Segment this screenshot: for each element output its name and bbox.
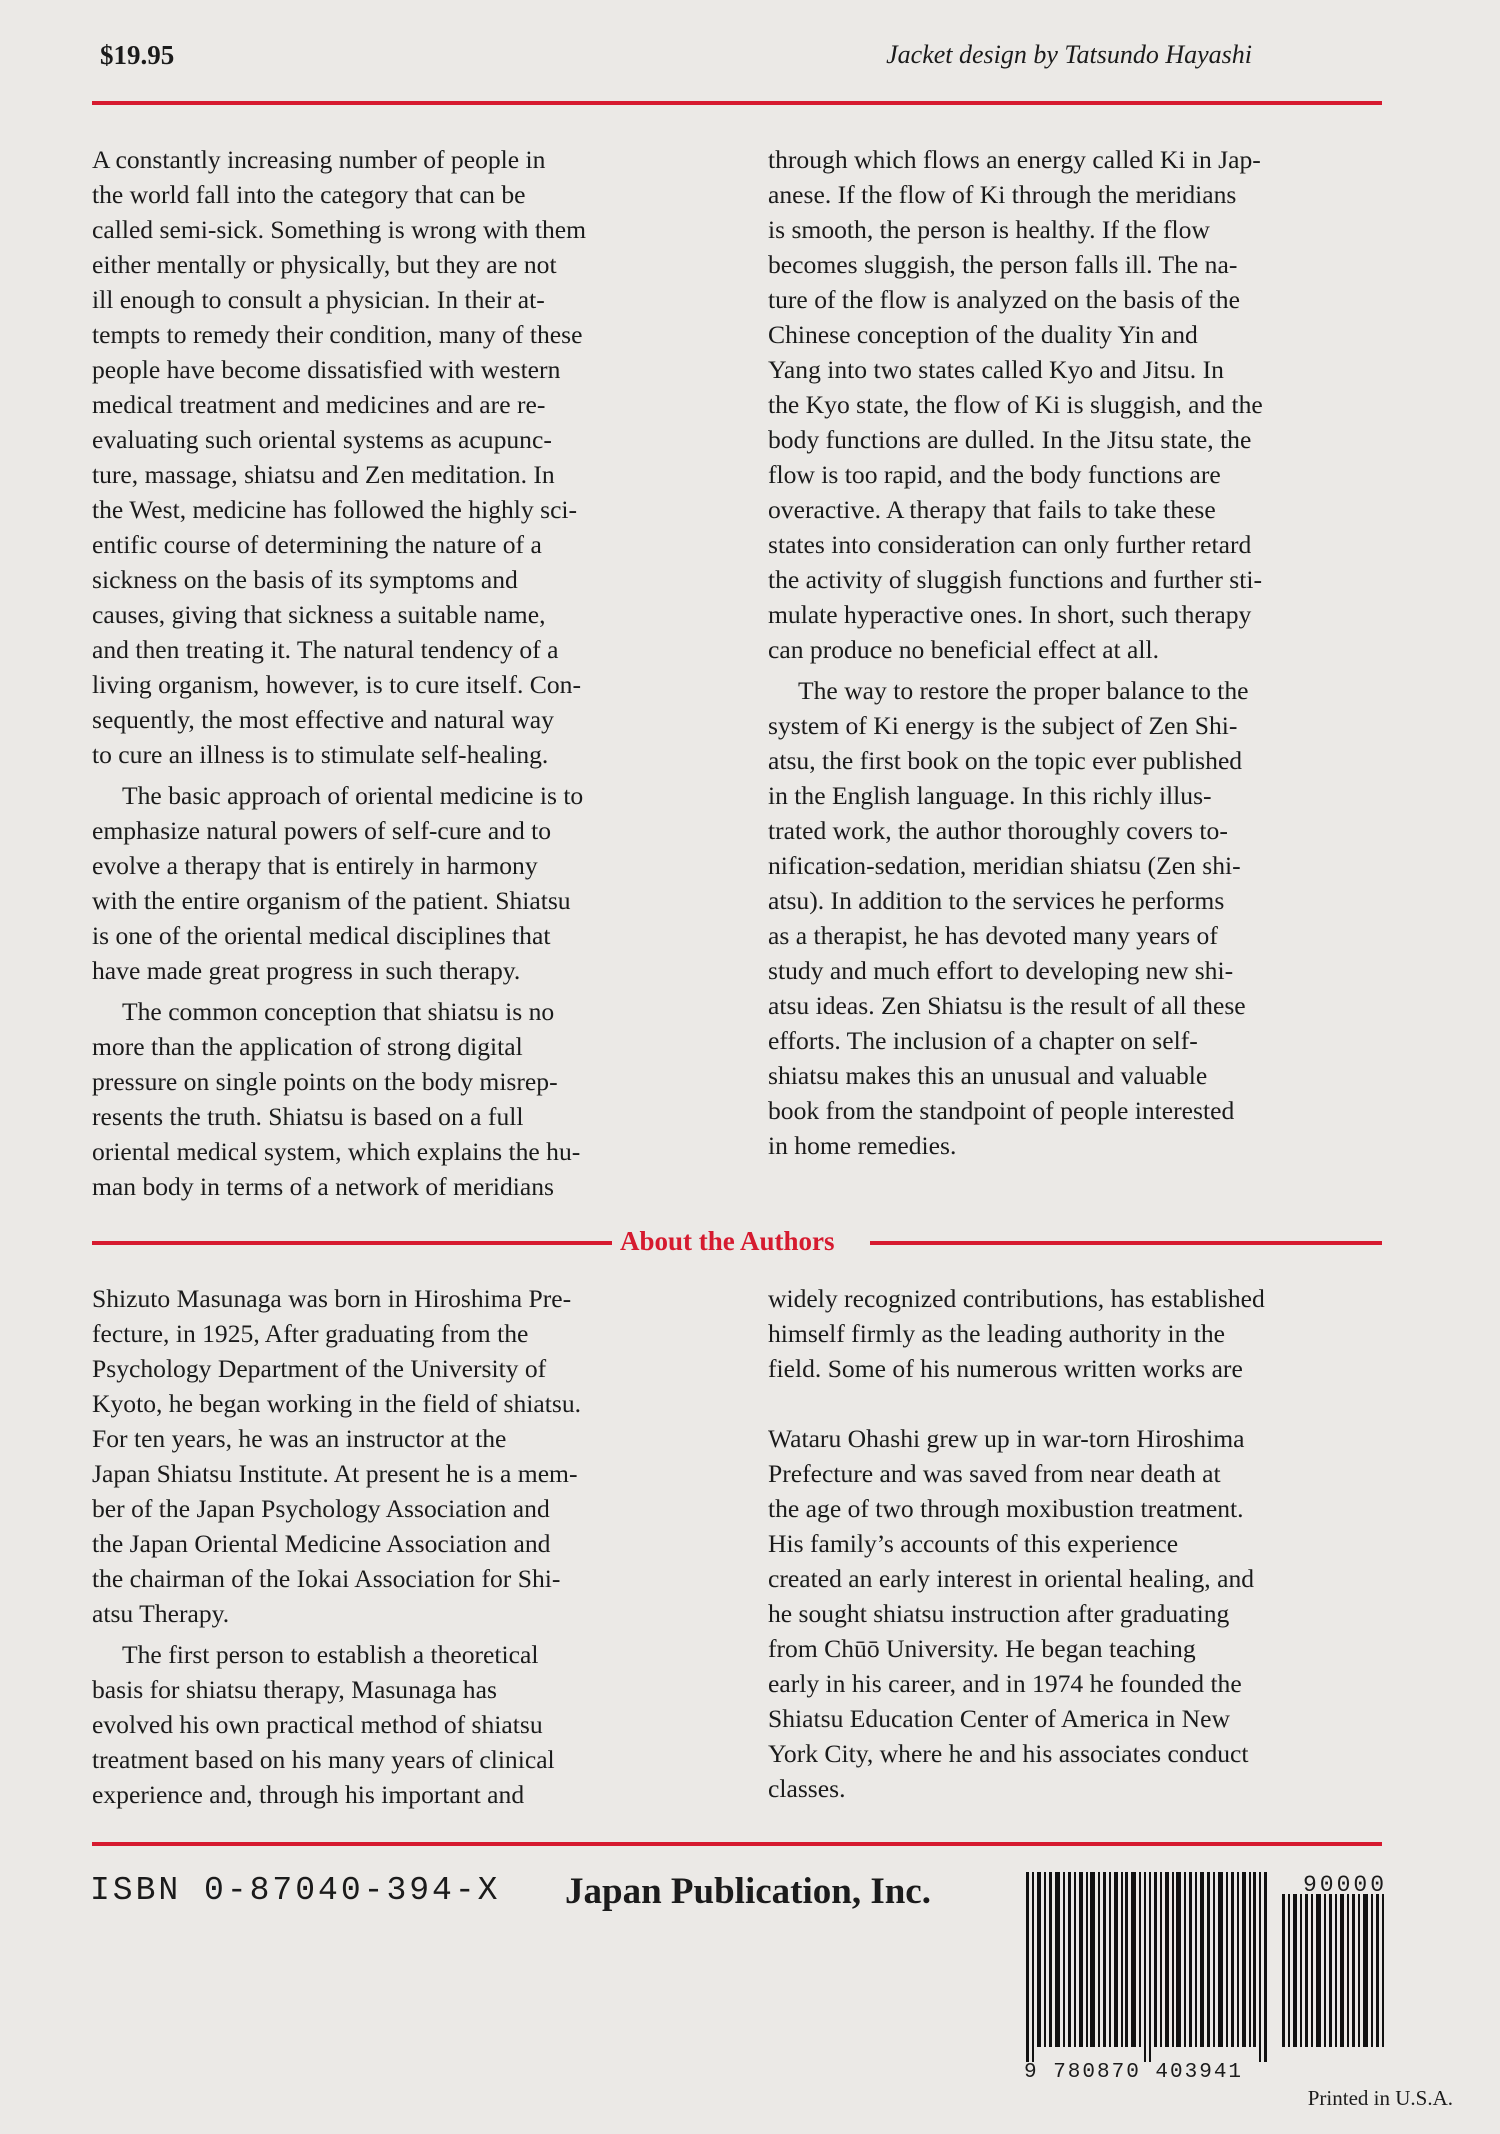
text-line: The basic approach of oriental medicine is to (122, 781, 584, 810)
text-line: early in his career, and in 1974 he founded the (768, 1669, 1242, 1698)
description-right-column (768, 142, 1388, 1163)
text-line: ture, massage, shiatsu and Zen meditation. In (92, 460, 555, 489)
text-line: overactive. A therapy that fails to take these (768, 495, 1216, 524)
text-line: in home remedies. (768, 1131, 957, 1160)
text-line: more than the application of strong digital (92, 1032, 523, 1061)
text-line: and then treating it. The natural tendency of a (92, 635, 559, 664)
isbn-label: ISBN 0-87040-394-X (90, 1872, 501, 1909)
text-line: York City, where he and his associates conduct (768, 1739, 1249, 1768)
description-paragraph-4 (768, 142, 1388, 667)
text-line: atsu). In addition to the services he performs (768, 886, 1225, 915)
text-line: body functions are dulled. In the Jitsu state, the (768, 425, 1252, 454)
text-line: A constantly increasing number of people in (92, 145, 546, 174)
text-line: ill enough to consult a physician. In their at- (92, 285, 545, 314)
text-line: efforts. The inclusion of a chapter on self- (768, 1026, 1198, 1055)
barcode-block (1024, 1872, 1387, 2084)
text-line: causes, giving that sickness a suitable name, (92, 600, 546, 629)
text-line: The way to restore the proper balance to the (798, 676, 1249, 705)
text-line: as a therapist, he has devoted many years of (768, 921, 1218, 950)
barcode-number: 9 780870 403941 (1024, 2061, 1244, 2084)
text-line: Japan Shiatsu Institute. At present he is a mem- (92, 1459, 578, 1488)
text-line: becomes sluggish, the person falls ill. The na- (768, 250, 1238, 279)
description-paragraph-3 (92, 994, 712, 1204)
text-line: nification-sedation, meridian shiatsu (Zen shi- (768, 851, 1241, 880)
price-label: $19.95 (100, 40, 175, 70)
masunaga-bio-paragraph-2 (92, 1637, 712, 1812)
text-line: Shizuto Masunaga was born in Hiroshima Pre- (92, 1284, 572, 1313)
text-line: entific course of determining the nature of a (92, 530, 542, 559)
text-line: The first person to establish a theoretical (122, 1640, 539, 1669)
text-line: created an early interest in oriental healing, and (768, 1564, 1255, 1593)
text-line: resents the truth. Shiatsu is based on a full (92, 1102, 524, 1131)
text-line: is smooth, the person is healthy. If the flow (768, 215, 1210, 244)
text-line: he sought shiatsu instruction after graduating (768, 1599, 1230, 1628)
description-paragraph-5 (768, 673, 1388, 1163)
text-line: ture of the flow is analyzed on the basis of the (768, 285, 1240, 314)
text-line: evolved his own practical method of shiatsu (92, 1710, 543, 1739)
top-rule (92, 101, 1382, 105)
text-line: classes. (768, 1774, 846, 1803)
text-line: basis for shiatsu therapy, Masunaga has (92, 1675, 497, 1704)
masunaga-bio-continued (768, 1281, 1388, 1386)
text-line: man body in terms of a network of meridians (92, 1172, 554, 1201)
text-line: the world fall into the category that can be (92, 180, 526, 209)
text-line: Wataru Ohashi grew up in war-torn Hiroshima (768, 1424, 1245, 1453)
text-line: Shiatsu Education Center of America in New (768, 1704, 1230, 1733)
text-line: flow is too rapid, and the body functions are (768, 460, 1221, 489)
masunaga-bio-paragraph-1 (92, 1281, 712, 1631)
text-line: the age of two through moxibustion treatment. (768, 1494, 1244, 1523)
text-line: For ten years, he was an instructor at the (92, 1424, 507, 1453)
text-line: shiatsu makes this an unusual and valuable (768, 1061, 1208, 1090)
text-line: widely recognized contributions, has established (768, 1284, 1265, 1313)
description-paragraph-2 (92, 778, 712, 988)
text-line: the Kyo state, the flow of Ki is sluggish, and the (768, 390, 1263, 419)
text-line: book from the standpoint of people interested (768, 1096, 1235, 1125)
description-paragraph-1 (92, 142, 712, 772)
bottom-rule (92, 1842, 1382, 1846)
text-line: the activity of sluggish functions and further sti- (768, 565, 1263, 594)
text-line: sickness on the basis of its symptoms and (92, 565, 518, 594)
text-line: is one of the oriental medical disciplines that (92, 921, 551, 950)
ohashi-bio-paragraph (768, 1421, 1388, 1806)
text-line: mulate hyperactive ones. In short, such therapy (768, 600, 1252, 629)
text-line: atsu, the first book on the topic ever published (768, 746, 1243, 775)
text-line: living organism, however, is to cure itself. Con- (92, 670, 581, 699)
printed-in-label: Printed in U.S.A. (1307, 2086, 1453, 2110)
text-line: His family’s accounts of this experience (768, 1529, 1179, 1558)
text-line: himself firmly as the leading authority in the (768, 1319, 1226, 1348)
text-line: the chairman of the Iokai Association for Shi- (92, 1564, 561, 1593)
text-line: emphasize natural powers of self-cure and to (92, 816, 552, 845)
text-line: have made great progress in such therapy. (92, 956, 521, 985)
about-authors-title: About the Authors (620, 1226, 835, 1256)
text-line: Yang into two states called Kyo and Jitsu. In (768, 355, 1224, 384)
text-line: can produce no beneficial effect at all. (768, 635, 1160, 664)
barcode-price-code: 90000 (1302, 1872, 1387, 1898)
text-line: from Chūō University. He began teaching (768, 1634, 1196, 1663)
text-line: medical treatment and medicines and are re- (92, 390, 546, 419)
text-line: in the English language. In this richly illus- (768, 781, 1212, 810)
text-line: the Japan Oriental Medicine Association and (92, 1529, 551, 1558)
text-line: atsu ideas. Zen Shiatsu is the result of all these (768, 991, 1246, 1020)
jacket-credit: Jacket design by Tatsundo Hayashi (886, 40, 1252, 69)
text-line: study and much effort to developing new shi- (768, 956, 1234, 985)
text-line: either mentally or physically, but they are not (92, 250, 557, 279)
text-line: Chinese conception of the duality Yin and (768, 320, 1198, 349)
authors-left-column (92, 1281, 712, 1812)
text-line: The common conception that shiatsu is no (122, 997, 555, 1026)
text-line: evaluating such oriental systems as acupunc- (92, 425, 552, 454)
text-line: states into consideration can only further retard (768, 530, 1252, 559)
text-line: to cure an illness is to stimulate self-healing. (92, 740, 549, 769)
text-line: system of Ki energy is the subject of Zen Shi- (768, 711, 1238, 740)
text-line: Psychology Department of the University of (92, 1354, 547, 1383)
text-line: tempts to remedy their condition, many of these (92, 320, 583, 349)
text-line: trated work, the author thoroughly covers to- (768, 816, 1228, 845)
text-line: experience and, through his important and (92, 1780, 525, 1809)
text-line: sequently, the most effective and natural way (92, 705, 554, 734)
text-line: called semi-sick. Something is wrong with them (92, 215, 587, 244)
text-line: atsu Therapy. (92, 1599, 230, 1628)
text-line: through which flows an energy called Ki in Jap- (768, 145, 1261, 174)
text-line: the West, medicine has followed the highly sci- (92, 495, 578, 524)
barcode-image (1024, 1872, 1387, 2084)
text-line: treatment based on his many years of clinical (92, 1745, 555, 1774)
text-line: Kyoto, he began working in the field of shiatsu. (92, 1389, 582, 1418)
text-line: fecture, in 1925, After graduating from the (92, 1319, 529, 1348)
text-line: oriental medical system, which explains the hu- (92, 1137, 581, 1166)
text-line: pressure on single points on the body misrep- (92, 1067, 558, 1096)
text-line: with the entire organism of the patient. Shiatsu (92, 886, 571, 915)
publisher-name: Japan Publication, Inc. (565, 1871, 931, 1912)
text-line: field. Some of his numerous written works are (768, 1354, 1243, 1383)
text-line: ber of the Japan Psychology Association and (92, 1494, 550, 1523)
text-line: anese. If the flow of Ki through the meridians (768, 180, 1237, 209)
description-left-column (92, 142, 712, 1204)
text-line: evolve a therapy that is entirely in harmony (92, 851, 538, 880)
authors-right-column (768, 1281, 1388, 1806)
section-rule-left (92, 1241, 612, 1245)
text-line: Prefecture and was saved from near death at (768, 1459, 1221, 1488)
text-line: people have become dissatisfied with western (92, 355, 561, 384)
section-rule-right (870, 1241, 1382, 1245)
